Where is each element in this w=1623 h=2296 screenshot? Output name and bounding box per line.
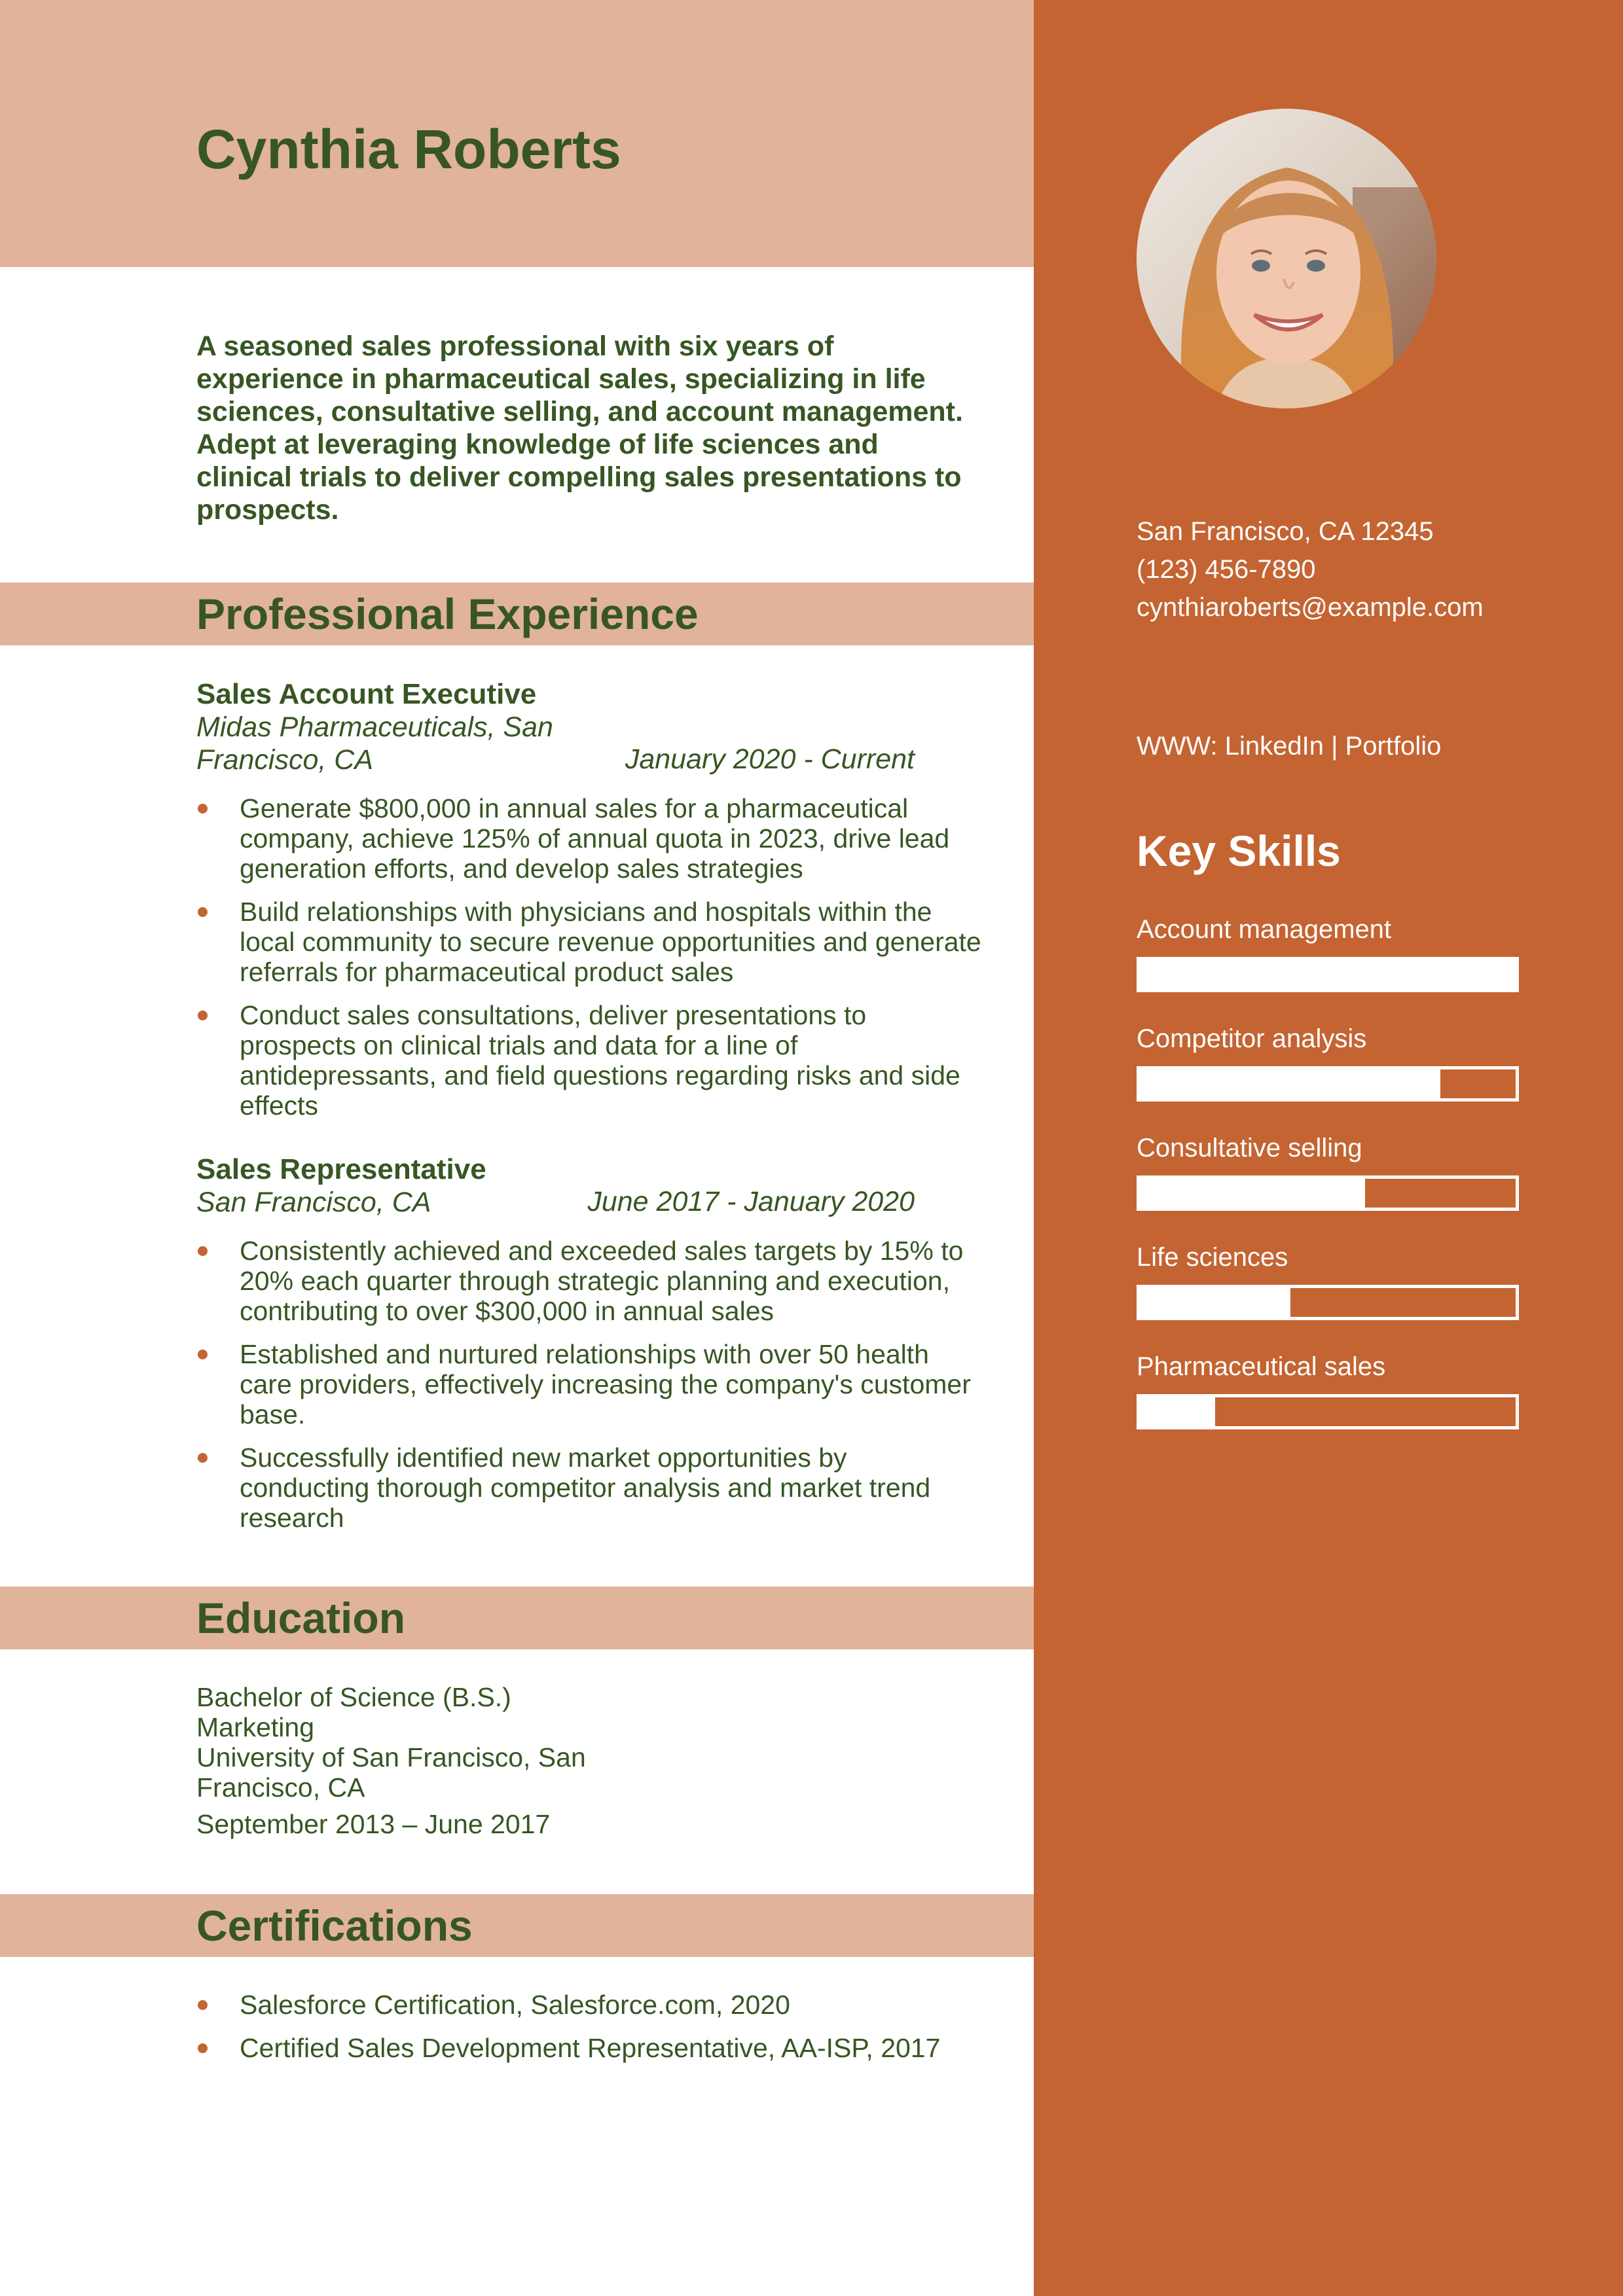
- bullet-dot-icon: [198, 1011, 208, 1020]
- skill-bar-fill: [1140, 1397, 1215, 1426]
- certification-item: [196, 2033, 982, 2063]
- skill-bar: [1137, 1394, 1519, 1429]
- contact-phone: (123) 456-7890: [1137, 555, 1316, 584]
- education-school-line1: University of San Francisco, San: [196, 1742, 586, 1772]
- skill-bar-fill: [1140, 960, 1516, 989]
- bullet-dot-icon: [198, 907, 208, 917]
- bullet-dot-icon: [198, 2043, 208, 2053]
- skill-bar: [1137, 957, 1519, 992]
- bullet-dot-icon: [198, 1350, 208, 1359]
- job-2-bullet-list: [196, 1236, 982, 1533]
- job-1-bullet: [196, 793, 982, 884]
- skill-bar-fill: [1140, 1069, 1440, 1098]
- job-1-bullet-text: Generate $800,000 in annual sales for a pharmaceutical company, achieve 125% of annual quota in 2023, drive lead generation efforts, and develop sales strategies: [240, 793, 950, 884]
- certification-text: Certified Sales Development Representative, AA-ISP, 2017: [240, 2033, 941, 2063]
- skill-bar: [1137, 1175, 1519, 1211]
- skill-label: Account management: [1137, 915, 1392, 944]
- bullet-dot-icon: [198, 1246, 208, 1256]
- job-1-role: Sales Account Executive: [196, 678, 537, 710]
- bullet-dot-icon: [198, 2000, 208, 2010]
- certifications-heading-band: [0, 1894, 1034, 1957]
- job-1-bullet-text: Build relationships with physicians and hospitals within the local community to secure revenue opportunities and generate referrals for pharmaceutical product sales: [240, 897, 981, 987]
- contact-email[interactable]: cynthiaroberts@example.com: [1137, 593, 1484, 622]
- skill-label: Consultative selling: [1137, 1134, 1362, 1162]
- skill-bar: [1137, 1066, 1519, 1102]
- job-2-company: San Francisco, CA: [196, 1187, 431, 1218]
- education-school-line2: Francisco, CA: [196, 1772, 365, 1803]
- profile-photo-illustration: [1137, 109, 1436, 408]
- professional-summary: A seasoned sales professional with six years of experience in pharmaceutical sales, specializing in life sciences, consultative selling, and account management. Adept at leveraging knowledge of life sciences and clinical trials to deliver compelling sales presentations to prospects.: [196, 331, 963, 526]
- job-1-bullet: [196, 1000, 982, 1121]
- skill-bar-fill: [1140, 1179, 1365, 1208]
- job-2-dates: June 2017 - January 2020: [587, 1186, 915, 1217]
- education-dates: September 2013 – June 2017: [196, 1809, 551, 1839]
- job-2-bullet: [196, 1443, 982, 1533]
- education-section-title: Education: [196, 1594, 406, 1642]
- job-2-bullet: [196, 1339, 982, 1429]
- job-1-company: [196, 711, 602, 776]
- job-2-bullet-text: Established and nurtured relationships with over 50 health care providers, effectively increasing the company's customer base.: [240, 1339, 971, 1429]
- education-degree: Bachelor of Science (B.S.): [196, 1682, 511, 1712]
- certification-item: [196, 1990, 982, 2020]
- job-1-bullet-text: Conduct sales consultations, deliver presentations to prospects on clinical trials and data for a line of antidepressants, and field questions regarding risks and side effects: [240, 1000, 960, 1121]
- contact-web-links[interactable]: WWW: LinkedIn | Portfolio: [1137, 732, 1442, 761]
- job-1-dates: January 2020 - Current: [625, 744, 915, 775]
- experience-section-title: Professional Experience: [196, 590, 699, 638]
- job-2-bullet: [196, 1236, 982, 1326]
- job-1-company-line1: Midas Pharmaceuticals, San: [196, 711, 553, 743]
- contact-address: San Francisco, CA 12345: [1137, 517, 1434, 546]
- job-1-bullet: [196, 897, 982, 987]
- education-major: Marketing: [196, 1712, 315, 1742]
- skill-bar: [1137, 1285, 1519, 1320]
- job-1-bullet-list: [196, 793, 982, 1121]
- skill-label: Competitor analysis: [1137, 1024, 1367, 1053]
- job-1-company-line2: Francisco, CA: [196, 744, 374, 776]
- profile-photo: [1137, 109, 1436, 408]
- bullet-dot-icon: [198, 804, 208, 814]
- certifications-section-title: Certifications: [196, 1901, 473, 1950]
- certifications-list: [196, 1990, 982, 2063]
- job-2-role: Sales Representative: [196, 1153, 486, 1185]
- job-2-bullet-text: Successfully identified new market opportunities by conducting thorough competitor analysis and market trend research: [240, 1443, 931, 1533]
- certification-text: Salesforce Certification, Salesforce.com, 2020: [240, 1990, 790, 2020]
- skill-label: Life sciences: [1137, 1243, 1288, 1272]
- skill-label: Pharmaceutical sales: [1137, 1352, 1386, 1381]
- candidate-name: Cynthia Roberts: [196, 118, 621, 180]
- skill-bar-fill: [1140, 1288, 1290, 1317]
- job-2-bullet-text: Consistently achieved and exceeded sales targets by 15% to 20% each quarter through strategic planning and execution, contributing to over $300,000 in annual sales: [240, 1236, 964, 1326]
- skills-section-title: Key Skills: [1137, 827, 1341, 875]
- bullet-dot-icon: [198, 1453, 208, 1463]
- education-heading-band: [0, 1587, 1034, 1649]
